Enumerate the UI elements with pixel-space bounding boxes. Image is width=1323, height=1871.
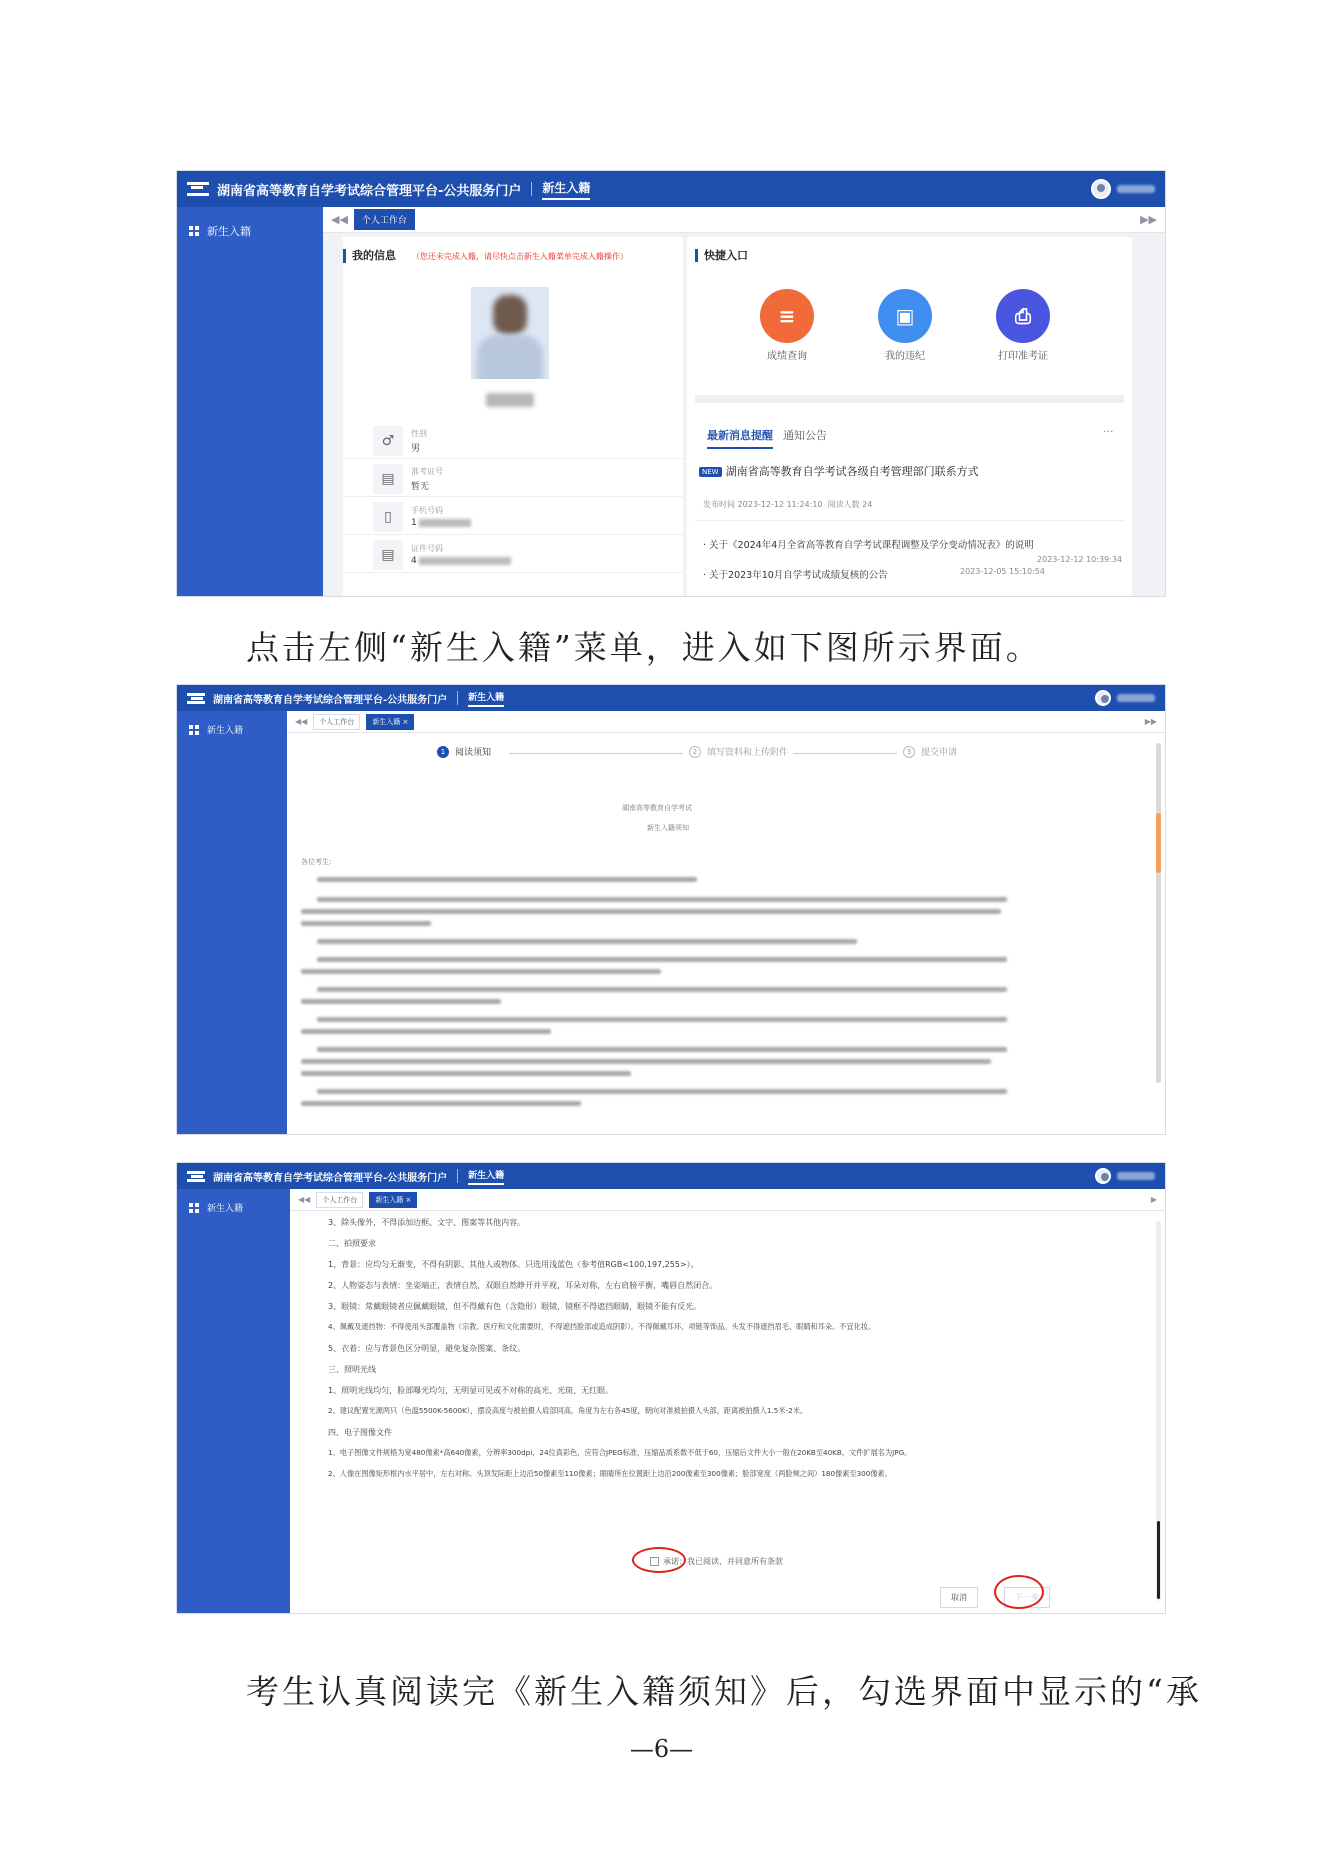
requirement-line: 4、佩戴及遮挡物：不得使用头部覆盖物（宗教、医疗和文化需要时，不得遮挡脸部或造成阴影）。不得佩戴耳环、项链等饰品。头发不得遮挡眉毛、眼睛和耳朵。不宜化妆。 <box>328 1322 876 1331</box>
tabs-bar <box>287 711 1165 733</box>
my-info-card <box>343 237 683 597</box>
progress-steps <box>287 745 1165 761</box>
enroll-warning: （您还未完成入籍，请尽快点击新生入籍菜单完成入籍操作） <box>411 252 628 261</box>
requirement-line: 1、电子图像文件规格为宽480像素*高640像素，分辨率300dpi，24位真彩色，应符合JPEG标准，压缩品质系数不低于60，压缩后文件大小一般在20KB至40KB，文件扩展名为JPG。 <box>328 1448 912 1457</box>
info-row-phone: ▯ 手机号码 1 <box>343 499 683 535</box>
step-read-notice: 1 阅读须知 <box>437 745 491 758</box>
student-name-blurred <box>486 393 534 407</box>
score-query-icon: ≡ <box>760 289 814 343</box>
highlight-promise-checkbox <box>632 1547 686 1573</box>
portal-logo-icon <box>187 1171 205 1182</box>
tabs-bar <box>323 207 1165 233</box>
grid-icon <box>189 226 199 236</box>
info-row-exam-id: ▤ 准考证号 暂无 <box>343 461 683 497</box>
scrollbar[interactable] <box>1156 1221 1161 1601</box>
sidebar-item-enroll[interactable] <box>177 711 287 736</box>
news-item-time: 2023-12-12 10:39:34 <box>1037 555 1122 564</box>
tab-notices[interactable]: 通知公告 <box>783 429 827 442</box>
quick-entry-card <box>687 237 1132 597</box>
next-button[interactable]: 下一步 <box>1004 1587 1050 1608</box>
tab-latest-news[interactable]: 最新消息提醒 <box>707 427 773 449</box>
module-enroll-link[interactable]: 新生入籍 <box>542 179 590 200</box>
notice-greeting: 各位考生： <box>301 858 336 866</box>
new-badge: NEW <box>699 467 722 477</box>
requirement-line: 2、人物姿态与表情：坐姿端正，表情自然，双眼自然睁开并平视，耳朵对称，左右肩膀平衡，嘴唇自然闭合。 <box>328 1281 718 1290</box>
id-icon: ▤ <box>373 540 403 570</box>
user-menu[interactable] <box>1095 690 1155 706</box>
screenshot-enroll-notice <box>176 684 1166 1135</box>
portal-title: 湖南省高等教育自学考试综合管理平台-公共服务门户 <box>213 1172 448 1184</box>
highlight-next-button <box>994 1575 1044 1609</box>
username-blurred <box>1117 185 1155 193</box>
quick-score-query[interactable]: ≡ 成绩查询 <box>747 289 827 362</box>
user-menu[interactable] <box>1091 179 1155 199</box>
info-row-gender: ♂ 性别 男 <box>343 423 683 459</box>
portal-title: 湖南省高等教育自学考试综合管理平台-公共服务门户 <box>217 183 522 199</box>
tabs-scroll-right-icon[interactable]: ▶ <box>1150 1195 1157 1204</box>
user-menu[interactable] <box>1095 1168 1155 1184</box>
student-photo <box>471 287 549 379</box>
caption-read-notice: 考生认真阅读完《新生入籍须知》后，勾选界面中显示的“承 <box>246 1672 1202 1711</box>
portal-logo-icon <box>187 182 209 196</box>
step-fill-upload: 2 填写资料和上传附件 <box>689 745 788 758</box>
portal-title: 湖南省高等教育自学考试综合管理平台-公共服务门户 <box>213 694 448 706</box>
tabs-bar <box>290 1189 1165 1211</box>
notice-subtitle: 新生入籍须知 <box>647 824 689 832</box>
caption-click-enroll: 点击左侧“新生入籍”菜单，进入如下图所示界面。 <box>246 628 1042 667</box>
requirement-line: 1、背景：应均匀无渐变，不得有阴影、其他人或物体。只选用浅蓝色（参考值RGB<100,197,255>）。 <box>328 1260 699 1269</box>
module-enroll-link[interactable]: 新生入籍 <box>468 690 504 707</box>
tab-enroll[interactable]: 新生入籍 × <box>369 1192 417 1208</box>
news-item-time: 2023-12-05 15:10:54 <box>960 567 1045 576</box>
news-meta: 发布时间 2023-12-12 11:24:10 阅读人数 24 <box>703 500 873 509</box>
card-icon: ▤ <box>373 464 403 494</box>
requirement-heading: 三、照明光线 <box>328 1365 376 1374</box>
photo-requirements-content <box>290 1211 1165 1613</box>
requirement-line: 1、照明光线均匀，脸部曝光均匀，无明显可见或不对称的高光、光斑、无红眼。 <box>328 1386 614 1395</box>
requirement-line: 3、除头像外，不得添加边框、文字、图案等其他内容。 <box>328 1218 526 1227</box>
username-blurred <box>1117 694 1155 702</box>
top-bar <box>177 171 1165 207</box>
tab-workbench[interactable]: 个人工作台 <box>316 1192 363 1208</box>
screenshot-personal-workbench <box>176 170 1166 597</box>
cancel-button[interactable]: 取消 <box>940 1587 978 1608</box>
news-headline[interactable]: NEW 湖南省高等教育自学考试各级自考管理部门联系方式 <box>699 463 979 479</box>
news-item[interactable]: · 关于2023年10月自学考试成绩复核的公告 <box>703 570 888 581</box>
info-row-id-number: ▤ 证件号码 4 <box>343 537 683 573</box>
promise-label: 承诺：我已阅读，并同意所有条款 <box>663 1557 783 1566</box>
tabs-scroll-right-icon[interactable]: ▶▶ <box>1144 717 1157 726</box>
requirement-line: 2、建议配置光源两只（色温5500K-5600K），摆设高度与被拍摄人肩部同高，角度为左右各45度，朝向对准被拍摄人头部，距离被拍摄人1.5米-2米。 <box>328 1406 808 1415</box>
top-bar <box>177 1163 1165 1189</box>
notice-title: 湖南高等教育自学考试 <box>622 804 692 812</box>
grid-icon <box>189 1203 199 1213</box>
sidebar-item-enroll[interactable] <box>177 1189 290 1214</box>
tab-workbench[interactable]: 个人工作台 <box>354 209 415 230</box>
sidebar-item-label: 新生入籍 <box>207 1204 244 1214</box>
avatar[interactable] <box>1095 1168 1111 1184</box>
quick-entry-title: 快捷入口 <box>695 249 748 262</box>
requirement-line: 3、眼镜：常戴眼镜者应佩戴眼镜，但不得戴有色（含隐形）眼镜，镜框不得遮挡眼睛，眼镜不能有反光。 <box>328 1302 702 1311</box>
tabs-scroll-left-icon[interactable]: ◀◀ <box>298 1195 311 1204</box>
sidebar <box>177 711 287 1134</box>
avatar[interactable] <box>1095 690 1111 706</box>
print-icon: ⎙ <box>996 289 1050 343</box>
violation-icon: ▣ <box>878 289 932 343</box>
notice-content <box>287 733 1165 1134</box>
tabs-scroll-left-icon[interactable]: ◀◀ <box>295 717 308 726</box>
tab-enroll[interactable]: 新生入籍 × <box>366 714 414 730</box>
sidebar-item-enroll[interactable] <box>177 207 323 239</box>
phone-icon: ▯ <box>373 502 403 532</box>
more-icon[interactable]: ··· <box>1103 425 1114 438</box>
main-area <box>323 207 1165 596</box>
tab-workbench[interactable]: 个人工作台 <box>313 714 360 730</box>
news-item[interactable]: · 关于《2024年4月全省高等教育自学考试课程调整及学分变动情况表》的说明 <box>703 540 1034 551</box>
requirement-heading: 四、电子图像文件 <box>328 1428 392 1437</box>
sidebar-item-label: 新生入籍 <box>207 726 244 736</box>
main-area <box>287 711 1165 1134</box>
requirement-line: 5、衣着：应与背景色区分明显，避免复杂图案、条纹。 <box>328 1344 526 1353</box>
gender-icon: ♂ <box>373 426 403 456</box>
step-submit: 3 提交申请 <box>903 745 957 758</box>
screenshot-enroll-photo-requirements <box>176 1162 1166 1614</box>
grid-icon <box>189 725 199 735</box>
scrollbar[interactable] <box>1156 743 1161 1083</box>
tabs-scroll-right-icon[interactable]: ▶▶ <box>1140 213 1157 226</box>
requirement-line: 2、人像在图像矩形框内水平居中，左右对称。头顶发际距上边沿50像素至110像素；眼睛所在位置距上边沿200像素至300像素；脸部宽度（两脸颊之间）180像素至300像素。 <box>328 1469 892 1478</box>
username-blurred <box>1117 1172 1155 1180</box>
quick-my-violation[interactable]: ▣ 我的违纪 <box>865 289 945 362</box>
quick-print-admission[interactable]: ⎙ 打印准考证 <box>983 289 1063 362</box>
avatar[interactable] <box>1091 179 1111 199</box>
requirement-heading: 二、拍照要求 <box>328 1239 376 1248</box>
page-number: —6— <box>629 1735 694 1763</box>
top-bar <box>177 685 1165 711</box>
sidebar-item-label: 新生入籍 <box>207 225 251 238</box>
main-area <box>290 1189 1165 1613</box>
portal-logo-icon <box>187 693 205 704</box>
sidebar <box>177 1189 290 1613</box>
tabs-scroll-left-icon[interactable]: ◀◀ <box>331 213 348 226</box>
sidebar <box>177 207 323 596</box>
my-info-title: 我的信息 （您还未完成入籍，请尽快点击新生入籍菜单完成入籍操作） <box>343 249 628 263</box>
module-enroll-link[interactable]: 新生入籍 <box>468 1168 504 1185</box>
